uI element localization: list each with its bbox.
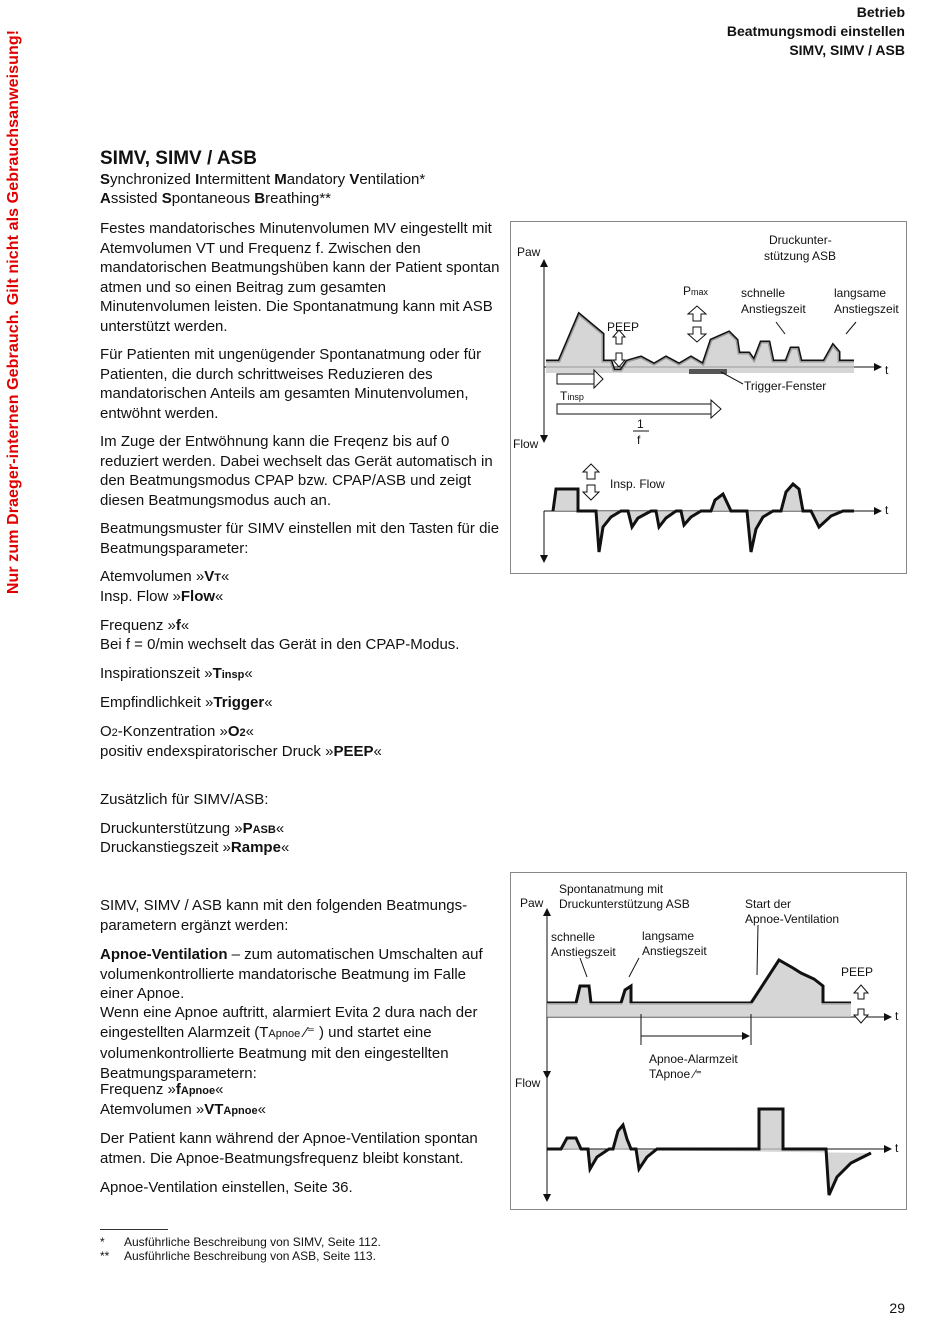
trigger-window-bar [689, 369, 727, 374]
paragraph-weaning: Im Zuge der Entwöhnung kann die Freqenz bis auf 0 reduziert werden. Dabei wechselt das Gerät automatisch in den Beatmungsmodus CPAP bzw. CPAP/ASB und zeigt diesen Beatmungsmodus auch an. [100, 433, 493, 509]
peep-label: PEEP [841, 965, 874, 979]
fast-rise-label-1: schnelle [741, 286, 786, 300]
diagram-simv-asb [510, 221, 907, 574]
slow-rise-leader [846, 322, 856, 334]
apnoe-start-label-2: Apnoe-Ventilation [745, 912, 840, 926]
slow-rise-label-1: langsame [834, 286, 887, 300]
period-bar [557, 404, 711, 414]
subtitle-asb: Assisted Spontaneous Breathing** [100, 190, 332, 207]
pmax-up-arrow [688, 306, 706, 321]
param-tinsp: Inspirationszeit »Tinsp« [100, 665, 253, 682]
spontaneous-label-1: Spontanatmung mit [559, 882, 664, 896]
peep-down-arrow [854, 1009, 868, 1023]
period-arrowhead [711, 400, 721, 418]
trigger-leader [721, 372, 743, 384]
sidebar-disclaimer [4, 0, 24, 625]
flow-label: Flow [513, 437, 539, 451]
footnote-rule [100, 1229, 168, 1230]
subtitle-simv: Synchronized Intermittent Mandatory Ventilation* [100, 171, 426, 188]
asb-intro: Zusätzlich für SIMV/ASB: [100, 791, 269, 808]
tinsp-label: Tinsp [560, 389, 584, 403]
fast-rise-label-2: Anstiegszeit [551, 945, 616, 959]
footnote-simv: * Ausführliche Beschreibung von SIMV, Seite 112. [100, 1235, 381, 1249]
param-frequency: Frequenz »f« [100, 617, 190, 634]
apnoe-start-label-1: Start der [745, 897, 792, 911]
header-line-3: SIMV, SIMV / ASB [789, 42, 905, 58]
paw-curve [547, 960, 851, 1003]
flow-up-arrow [583, 464, 599, 479]
t-label-paw: t [885, 363, 889, 377]
param-flow: Insp. Flow »Flow« [100, 588, 224, 605]
section-title: SIMV, SIMV / ASB [100, 148, 257, 169]
fast-rise-label-2: Anstiegszeit [741, 302, 806, 316]
pmax-down-arrow [688, 327, 706, 342]
paragraph-patients: Für Patienten mit ungenügender Spontanatmung oder für Patienten, die durch schrittweises Reduzieren des mandatorischen Anteils am gesamten Minutenvolumen, entwöhnt werden. [100, 346, 482, 422]
diagram-apnoe [510, 872, 907, 1210]
fraction-numerator: 1 [637, 417, 644, 431]
param-pasb: Druckunterstützung »PASB« [100, 820, 285, 837]
fast-rise-leader [580, 958, 587, 977]
slow-rise-leader [629, 958, 639, 977]
t-label-flow: t [895, 1141, 899, 1155]
apnoe-start-leader [757, 925, 758, 975]
param-vtapnoe: Atemvolumen »VTApnoe« [100, 1101, 266, 1118]
t-label-flow: t [885, 503, 889, 517]
running-header [727, 3, 905, 60]
page-number: 29 [889, 1300, 905, 1316]
spontaneous-label-2: Druckunterstützung ASB [559, 897, 690, 911]
param-peep: positiv endexspiratorischer Druck »PEEP« [100, 743, 382, 760]
param-fapnoe: Frequenz »fApnoe« [100, 1081, 224, 1098]
diagram-apnoe-svg [511, 873, 906, 1209]
slow-rise-label-1: langsame [642, 929, 695, 943]
diagram-simv-asb-svg [511, 222, 906, 573]
insp-flow-label: Insp. Flow [610, 477, 665, 491]
param-frequency-note: Bei f = 0/min wechselt das Gerät in den CPAP-Modus. [100, 636, 460, 653]
param-vt: Atemvolumen »VT« [100, 568, 230, 585]
t-label-paw: t [895, 1009, 899, 1023]
trigger-window-label: Trigger-Fenster [744, 379, 827, 393]
paw-label: Paw [520, 896, 544, 910]
paw-baseline-fill [547, 1003, 851, 1017]
paragraph-apnoe: Apnoe-Ventilation – zum automatischen Umschalten auf volumenkontrollierte mandatorische Beatmung im Falle einer Apnoe. [100, 946, 483, 1002]
param-o2: O2-Konzentration »O2« [100, 723, 255, 740]
sidebar-disclaimer-text: Nur zum Draeger-internen Gebrauch. Gilt nicht als Gebrauchsanweisung! [5, 29, 22, 595]
paragraph-keys: Beatmungsmuster für SIMV einstellen mit den Tasten für die Beatmungsparameter: [100, 520, 500, 557]
paragraph-apnoe-alarm: Wenn eine Apnoe auftritt, alarmiert Evita 2 dura nach der eingestellten Alarmzeit (TApnoe ⁄⁼ ) und startet eine volumenkontrollierte Beatmung mit den eingestellten Beatmungsparametern: [100, 1004, 478, 1082]
flow-curve [553, 484, 854, 552]
asb-label-1: Druckunter- [769, 233, 832, 247]
param-trigger: Empfindlichkeit »Trigger« [100, 694, 273, 711]
paragraph-extensions: SIMV, SIMV / ASB kann mit den folgenden Beatmungs-parametern ergänzt werden: [100, 897, 468, 934]
fast-rise-label-1: schnelle [551, 930, 596, 944]
flow-label: Flow [515, 1076, 541, 1090]
pmax-label: Pmax [683, 284, 709, 298]
footnote-asb: ** Ausführliche Beschreibung von ASB, Seite 113. [100, 1249, 376, 1263]
paragraph-apnoe-spontaneous: Der Patient kann während der Apnoe-Ventilation spontan atmen. Die Apnoe-Beatmungsfrequenz bleibt konstant. [100, 1130, 478, 1167]
slow-rise-label-2: Anstiegszeit [834, 302, 899, 316]
fraction-denominator: f [637, 433, 641, 447]
header-line-2: Beatmungsmodi einstellen [726, 23, 905, 39]
fast-rise-leader [776, 322, 785, 334]
flow-curve [547, 1109, 871, 1195]
apnoe-alarm-label-1: Apnoe-Alarmzeit [649, 1052, 738, 1066]
apnoe-alarm-label-2: TApnoe ⁄⁼ [649, 1067, 702, 1081]
flow-down-arrow [583, 485, 599, 500]
paw-fill [546, 314, 854, 373]
paragraph-description: Festes mandatorisches Minutenvolumen MV eingestellt mit Atemvolumen VT und Frequenz f. Zwischen den mandatorischen Beatmungshüben kann der Patient spontan atmen und so einen Beitrag zum gesamten Minutenvolumen leisten. Die Spontanatmung kann mit ASB unterstützt werden. [100, 220, 500, 335]
param-ramp: Druckanstiegszeit »Rampe« [100, 839, 290, 856]
asb-label-2: stützung ASB [764, 249, 837, 263]
peep-label: PEEP [607, 320, 640, 334]
paw-label: Paw [517, 245, 541, 259]
header-line-1: Betrieb [856, 4, 905, 20]
peep-up-arrow [854, 985, 868, 999]
slow-rise-label-2: Anstiegszeit [642, 944, 707, 958]
paragraph-apnoe-settings: Apnoe-Ventilation einstellen, Seite 36. [100, 1179, 353, 1196]
tinsp-bar [557, 374, 594, 384]
